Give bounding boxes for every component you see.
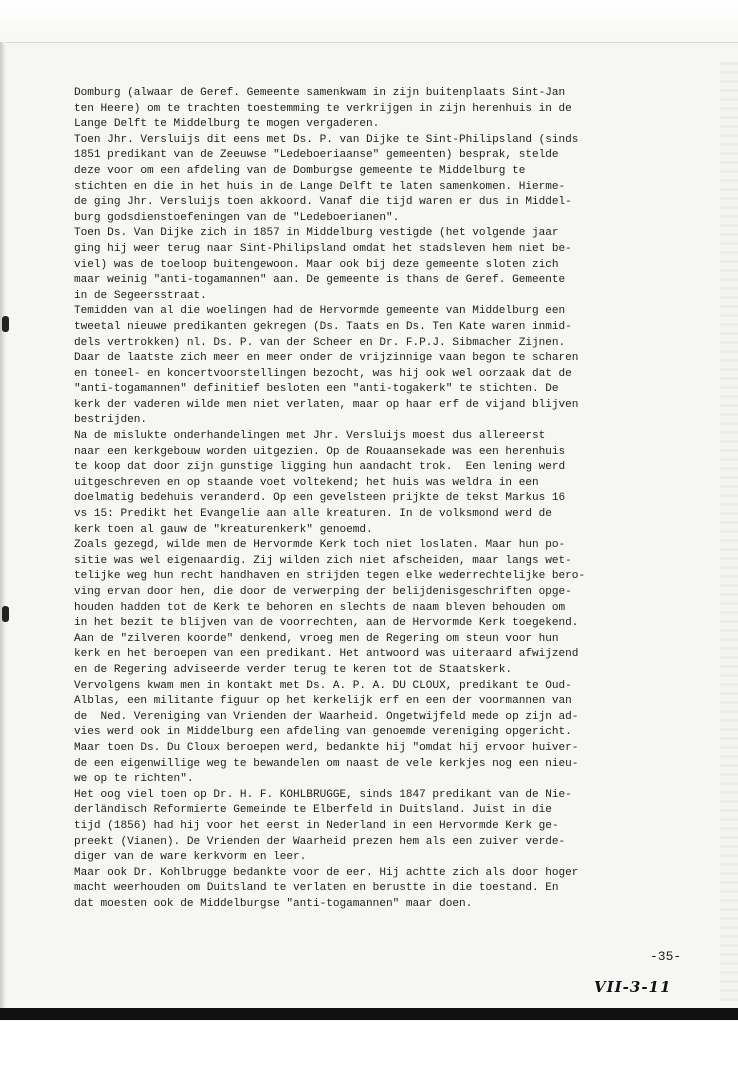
text-line: Zoals gezegd, wilde men de Hervormde Kerk toch niet loslaten. Maar hun po- — [74, 539, 566, 552]
text-line: doelmatig bedehuis veranderd. Op een gevelsteen prijkte de tekst Markus 16 — [74, 492, 566, 505]
text-line: kerk der vaderen wilde men niet verlaten, maar op haar erf de vijand blijven — [74, 398, 579, 411]
text-line: tweetal nieuwe predikanten gekregen (Ds. Taats en Ds. Ten Kate waren inmid- — [74, 320, 572, 333]
text-line: in de Segeersstraat. — [74, 289, 207, 302]
text-line: de Ned. Vereniging van Vrienden der Waarheid. Ongetwijfeld mede op zijn ad- — [74, 710, 579, 723]
bleed-through-edge — [720, 62, 738, 1002]
text-line: Domburg (alwaar de Geref. Gemeente samenkwam in zijn buitenplaats Sint-Jan — [74, 87, 566, 99]
text-line: kerk en het beroepen van een predikant. Het antwoord was uiteraard afwijzend — [74, 648, 579, 661]
text-line: Vervolgens kwam men in kontakt met Ds. A. P. A. DU CLOUX, predikant te Oud- — [74, 679, 572, 692]
text-line: kerk toen al gauw de "kreaturenkerk" genoemd. — [74, 523, 373, 536]
text-line: bestrijden. — [74, 414, 148, 427]
text-line: Daar de laatste zich meer en meer onder de vrijzinnige vaan begon te scharen — [74, 352, 579, 365]
text-line: in het bezit te blijven van de voorrechten, aan de Hervormde Kerk toegekend. — [74, 617, 579, 630]
handwritten-archive-code: VII-3-11 — [594, 978, 672, 996]
text-line: Aan de "zilveren koorde" denkend, vroeg men de Regering om steun voor hun — [74, 632, 559, 645]
text-line: 1851 predikant van de Zeeuwse "Ledeboeriaanse" gemeenten) besprak, stelde — [74, 149, 559, 162]
text-line: derländisch Reformierte Gemeinde te Elberfeld in Duitsland. Juist in die — [74, 804, 552, 817]
text-line: Lange Delft te Middelburg te mogen vergaderen. — [74, 118, 380, 131]
text-line: de ging Jhr. Versluijs toen akkoord. Vanaf die tijd waren er dus in Middel- — [74, 196, 572, 209]
text-line: "anti-togamannen" definitief besloten een "anti-togakerk" te stichten. De — [74, 383, 559, 396]
text-line: dat moesten ook de Middelburgse "anti-togamannen" maar doen. — [74, 897, 473, 910]
text-line: we op te richten". — [74, 773, 194, 786]
text-line: Alblas, een militante figuur op het kerkelijk erf en een der voormannen van — [74, 695, 572, 708]
text-line: stichten en die in het huis in de Lange Delft te laten samenkomen. Hierme- — [74, 180, 566, 193]
text-line: Het oog viel toen op Dr. H. F. KOHLBRUGGE, sinds 1847 predikant van de Nie- — [74, 788, 572, 801]
page-number: -35- — [650, 949, 682, 964]
scan-bottom-border — [0, 1008, 738, 1020]
text-line: burg godsdienstoefeningen van de "Ledeboerianen". — [74, 211, 400, 224]
text-line: de een eigenwillige weg te bewandelen om naast de vele kerkjes nog een nieu- — [74, 757, 579, 770]
text-line: ging hij weer terug naar Sint-Philipsland omdat het stadsleven hem niet be- — [74, 242, 572, 255]
text-line: Na de mislukte onderhandelingen met Jhr. Versluijs moest dus allereerst — [74, 430, 546, 443]
text-line: naar een kerkgebouw worden uitgezien. Op de Rouaansekade was een herenhuis — [74, 445, 566, 458]
text-line: maar weinig "anti-togamannen" aan. De gemeente is thans de Geref. Gemeente — [74, 274, 566, 287]
text-line: en toneel- en koncertvoorstellingen bezocht, was hij ook wel oorzaak dat de — [74, 367, 572, 380]
page-left-edge-shadow — [0, 42, 6, 1020]
text-line: dels vertrokken) nl. Ds. P. van der Scheer en Dr. F.P.J. Sibmacher Zijnen. — [74, 336, 566, 349]
text-line: deze voor om een afdeling van de Domburgse gemeente te Middelburg te — [74, 164, 526, 177]
text-line: telijke weg hun recht handhaven en strijden tegen elke wederrechtelijke bero- — [74, 570, 586, 583]
text-line: ten Heere) om te trachten toestemming te verkrijgen in zijn herenhuis in de — [74, 102, 572, 115]
document-body-text — [74, 86, 710, 912]
punch-hole-upper — [2, 316, 9, 332]
text-line: tijd (1856) had hij voor het eerst in Nederland in een Hervormde Kerk ge- — [74, 819, 559, 832]
page-top-margin — [0, 0, 738, 48]
text-line: vies werd ook in Middelburg een afdeling van genoemde vereniging opgericht. — [74, 726, 572, 739]
text-line: uitgeschreven en op staande voet voltekend; het huis was weldra in een — [74, 476, 539, 489]
text-line: Maar ook Dr. Kohlbrugge bedankte voor de eer. Hij achtte zich als door hoger — [74, 866, 579, 879]
text-line: preekt (Vianen). De Vrienden der Waarheid prezen hem als een zuiver verde- — [74, 835, 566, 848]
text-line: Temidden van al die woelingen had de Hervormde gemeente van Middelburg een — [74, 305, 566, 318]
text-line: Toen Ds. Van Dijke zich in 1857 in Middelburg vestigde (het volgende jaar — [74, 227, 559, 240]
text-line: Toen Jhr. Versluijs dit eens met Ds. P. van Dijke te Sint-Philipsland (sinds — [74, 133, 579, 146]
text-line: en de Regering adviseerde verder terug te keren tot de Staatskerk. — [74, 663, 513, 676]
text-line: ving ervan door hen, die door de verwerping der belijdenisgeschriften opge- — [74, 586, 572, 598]
text-line: diger van de ware kerkvorm en leer. — [74, 851, 307, 864]
punch-hole-lower — [2, 606, 9, 622]
text-line: sitie was wel eigenaardig. Zij wilden zich niet afscheiden, maar langs wet- — [74, 554, 572, 567]
text-line: Maar toen Ds. Du Cloux beroepen werd, bedankte hij "omdat hij ervoor huiver- — [74, 741, 579, 754]
text-line: houden hadden tot de Kerk te behoren en slechts de naam bleven behouden om — [74, 601, 566, 614]
text-line: viel) was de toeloop buitengewoon. Maar ook bij deze gemeente sloten zich — [74, 258, 559, 271]
text-line: te koop dat door zijn gunstige ligging hun aandacht trok. Een lening werd — [74, 461, 566, 474]
text-line: macht weerhouden om Duitsland te verlaten en berustte in die toestand. En — [74, 882, 559, 895]
text-line: vs 15: Predikt het Evangelie aan alle kreaturen. In de volksmond werd de — [74, 508, 552, 521]
